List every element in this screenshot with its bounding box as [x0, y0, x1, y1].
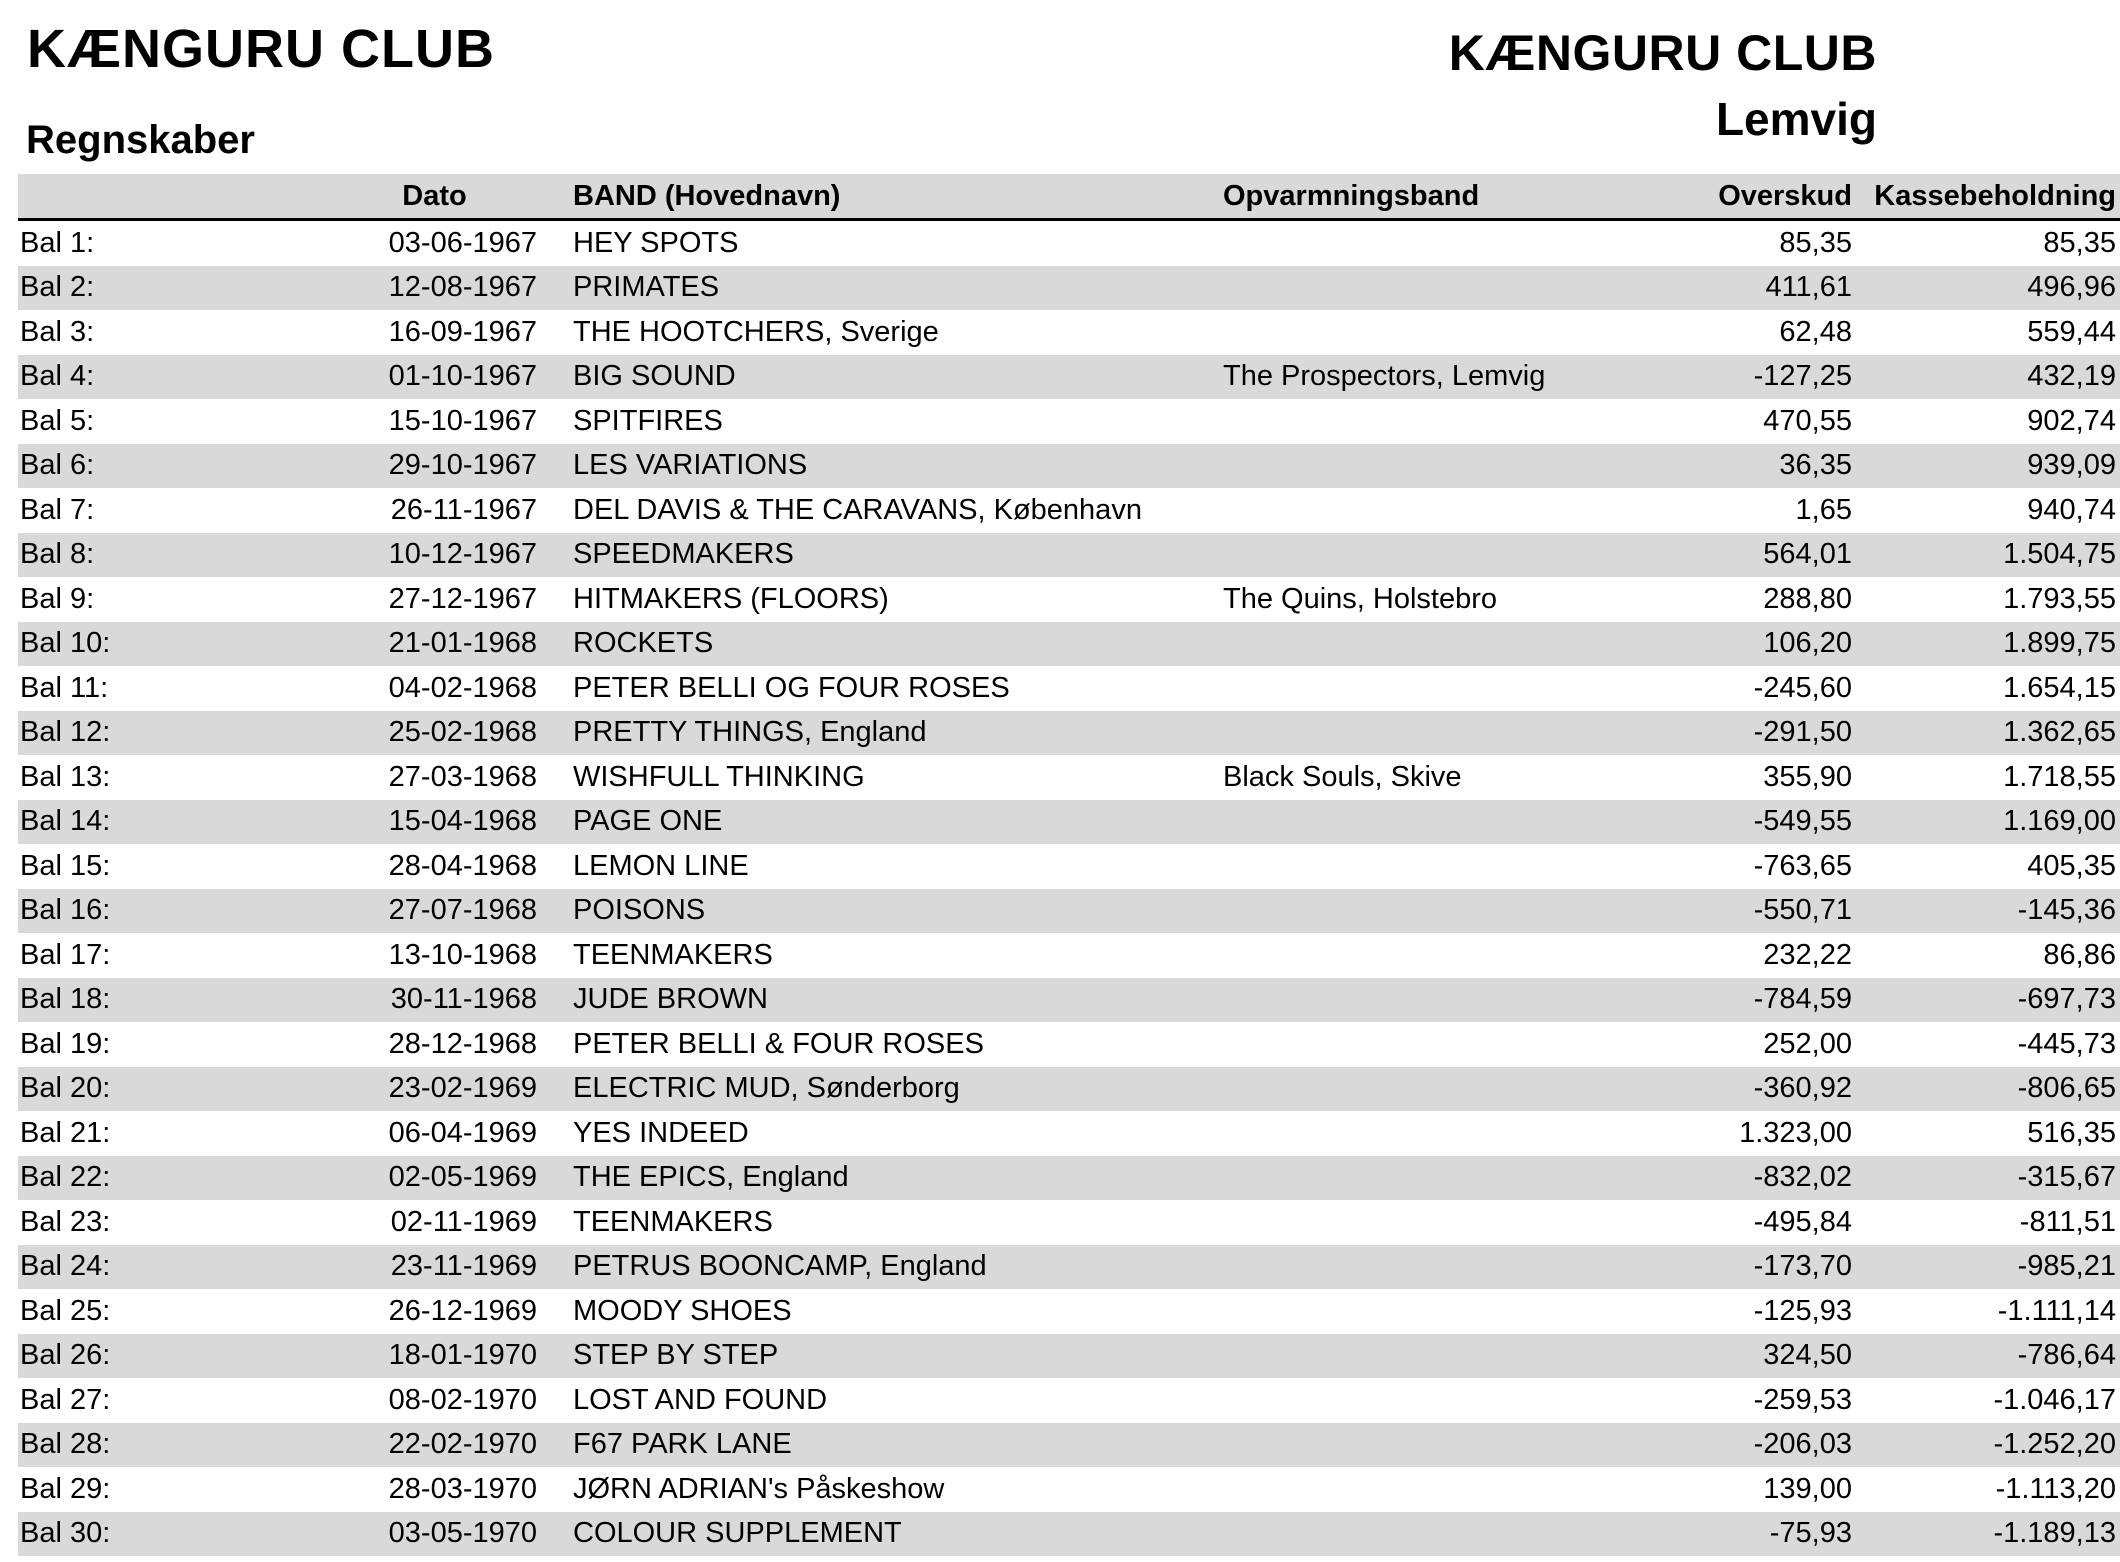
cell-opvarmningsband — [1203, 1022, 1645, 1067]
cell-bal: Bal 14: — [18, 800, 172, 845]
table-row — [18, 622, 2120, 667]
table-row — [18, 577, 2120, 622]
table-row — [18, 933, 2120, 978]
cell-overskud: -125,93 — [1753, 1294, 1852, 1327]
club-title-left: KÆNGURU CLUB — [27, 19, 495, 79]
cell-bal: Bal 5: — [20, 404, 95, 437]
cell-opvarmningsband — [1203, 444, 1645, 489]
table-row — [18, 1156, 2120, 1201]
cell-dato: 28-04-1968 — [388, 849, 537, 882]
cell-dato: 15-04-1968 — [172, 800, 553, 845]
cell-bal: Bal 17: — [20, 938, 111, 971]
cell-dato: 26-11-1967 — [390, 493, 537, 526]
table-row — [18, 220, 2120, 266]
cell-bal: Bal 25: — [20, 1294, 111, 1327]
cell-opvarmningsband — [1203, 711, 1645, 756]
cell-dato: 02-11-1969 — [390, 1205, 537, 1238]
cell-opvarmningsband — [1203, 1156, 1645, 1201]
cell-bal: Bal 12: — [18, 711, 172, 756]
cell-opvarmningsband — [1203, 1512, 1645, 1557]
accounts-table-header — [18, 174, 2120, 220]
cell-overskud: -549,55 — [1645, 800, 1854, 845]
cell-kassebeholdning: -445,73 — [2017, 1027, 2116, 1060]
cell-overskud: 139,00 — [1763, 1472, 1852, 1505]
cell-kassebeholdning: 1.504,75 — [1854, 533, 2120, 578]
cell-kassebeholdning: 1.718,55 — [2003, 760, 2116, 793]
cell-kassebeholdning: -811,51 — [2019, 1205, 2116, 1238]
table-row — [18, 755, 2120, 800]
cell-opvarmningsband — [1203, 1245, 1645, 1290]
cell-band: POISONS — [553, 889, 1203, 934]
cell-band: PRIMATES — [553, 266, 1203, 311]
accounts-table-body — [18, 220, 2120, 1557]
cell-bal: Bal 15: — [20, 849, 111, 882]
table-row — [18, 266, 2120, 311]
cell-overskud: 411,61 — [1645, 266, 1854, 311]
cell-dato: 15-10-1967 — [388, 404, 537, 437]
cell-band: BIG SOUND — [553, 355, 1203, 400]
cell-band: DEL DAVIS & THE CARAVANS, København — [573, 493, 1142, 526]
cell-band: F67 PARK LANE — [553, 1423, 1203, 1468]
cell-dato: 21-01-1968 — [172, 622, 553, 667]
cell-overskud: -259,53 — [1753, 1383, 1852, 1416]
table-row — [18, 1289, 2120, 1334]
cell-dato: 29-10-1967 — [172, 444, 553, 489]
cell-kassebeholdning: -1.111,14 — [1997, 1294, 2116, 1327]
cell-opvarmningsband: Black Souls, Skive — [1223, 760, 1462, 793]
cell-band: YES INDEED — [573, 1116, 749, 1149]
cell-dato: 30-11-1968 — [172, 978, 553, 1023]
cell-opvarmningsband — [1203, 844, 1645, 889]
cell-dato: 27-12-1967 — [388, 582, 537, 615]
cell-overskud: 62,48 — [1779, 315, 1852, 348]
table-row — [18, 1200, 2120, 1245]
cell-overskud: 252,00 — [1763, 1027, 1852, 1060]
table-row — [18, 488, 2120, 533]
cell-bal: Bal 18: — [18, 978, 172, 1023]
cell-opvarmningsband — [1203, 1378, 1645, 1423]
cell-kassebeholdning: 939,09 — [1854, 444, 2120, 489]
table-row — [18, 800, 2120, 845]
accounts-table — [18, 174, 2120, 1556]
cell-kassebeholdning: -786,64 — [1854, 1334, 2120, 1379]
cell-kassebeholdning: -1.046,17 — [1993, 1383, 2116, 1416]
table-row — [18, 1334, 2120, 1379]
table-row — [18, 1512, 2120, 1557]
cell-bal: Bal 30: — [18, 1512, 172, 1557]
cell-opvarmningsband — [1203, 889, 1645, 934]
table-row — [18, 399, 2120, 444]
cell-opvarmningsband — [1203, 266, 1645, 311]
club-title-right: KÆNGURU CLUB — [1448, 25, 1877, 81]
cell-band: HITMAKERS (FLOORS) — [573, 582, 889, 615]
cell-bal: Bal 29: — [20, 1472, 111, 1505]
cell-kassebeholdning: -1.189,13 — [1854, 1512, 2120, 1557]
page-subtitle: Regnskaber — [26, 118, 255, 162]
table-row — [18, 1245, 2120, 1290]
cell-opvarmningsband — [1203, 1467, 1645, 1512]
cell-opvarmningsband — [1203, 800, 1645, 845]
cell-bal: Bal 9: — [20, 582, 95, 615]
table-row — [18, 666, 2120, 711]
cell-dato: 27-07-1968 — [172, 889, 553, 934]
table-row — [18, 1022, 2120, 1067]
cell-overskud: -245,60 — [1753, 671, 1852, 704]
cell-opvarmningsband — [1203, 1423, 1645, 1468]
club-location: Lemvig — [1715, 93, 1877, 145]
cell-dato: 25-02-1968 — [172, 711, 553, 756]
cell-kassebeholdning: 559,44 — [2027, 315, 2116, 348]
cell-band: LEMON LINE — [573, 849, 749, 882]
table-row — [18, 711, 2120, 756]
cell-bal: Bal 7: — [20, 493, 95, 526]
cell-band: MOODY SHOES — [573, 1294, 792, 1327]
cell-overskud: 106,20 — [1645, 622, 1854, 667]
cell-opvarmningsband: The Quins, Holstebro — [1223, 582, 1498, 615]
cell-dato: 04-02-1968 — [388, 671, 537, 704]
cell-overskud: -832,02 — [1645, 1156, 1854, 1201]
cell-kassebeholdning: 86,86 — [2043, 938, 2116, 971]
cell-band: PETER BELLI & FOUR ROSES — [573, 1027, 984, 1060]
cell-overskud: -206,03 — [1645, 1423, 1854, 1468]
table-row — [18, 889, 2120, 934]
cell-band: PAGE ONE — [553, 800, 1203, 845]
table-row — [18, 310, 2120, 355]
cell-kassebeholdning: 1.654,15 — [2003, 671, 2116, 704]
cell-bal: Bal 28: — [18, 1423, 172, 1468]
cell-band: HEY SPOTS — [573, 226, 739, 259]
cell-opvarmningsband — [1203, 978, 1645, 1023]
cell-band: JUDE BROWN — [553, 978, 1203, 1023]
cell-band: TEENMAKERS — [573, 1205, 773, 1238]
cell-band: COLOUR SUPPLEMENT — [553, 1512, 1203, 1557]
cell-band: SPEEDMAKERS — [553, 533, 1203, 578]
cell-kassebeholdning: 405,35 — [2027, 849, 2116, 882]
cell-dato: 03-05-1970 — [172, 1512, 553, 1557]
cell-overskud: -291,50 — [1645, 711, 1854, 756]
cell-overskud: 85,35 — [1779, 226, 1852, 259]
cell-band: PETER BELLI OG FOUR ROSES — [573, 671, 1010, 704]
cell-band: JØRN ADRIAN's Påskeshow — [573, 1472, 945, 1505]
cell-dato: 13-10-1968 — [388, 938, 537, 971]
cell-band: ROCKETS — [553, 622, 1203, 667]
cell-bal: Bal 10: — [18, 622, 172, 667]
cell-kassebeholdning: 1.793,55 — [2003, 582, 2116, 615]
cell-opvarmningsband — [1203, 1334, 1645, 1379]
cell-opvarmningsband — [1203, 933, 1645, 978]
cell-overskud: 1.323,00 — [1739, 1116, 1852, 1149]
table-row — [18, 844, 2120, 889]
cell-dato: 18-01-1970 — [172, 1334, 553, 1379]
cell-opvarmningsband — [1203, 220, 1645, 266]
table-row — [18, 978, 2120, 1023]
cell-band: PETRUS BOONCAMP, England — [553, 1245, 1203, 1290]
cell-overskud: 288,80 — [1763, 582, 1852, 615]
cell-dato: 26-12-1969 — [388, 1294, 537, 1327]
cell-overskud: -75,93 — [1645, 1512, 1854, 1557]
cell-overskud: 1,65 — [1795, 493, 1852, 526]
cell-band: STEP BY STEP — [553, 1334, 1203, 1379]
cell-overskud: 355,90 — [1763, 760, 1852, 793]
cell-kassebeholdning: 1.899,75 — [1854, 622, 2120, 667]
cell-opvarmningsband: The Prospectors, Lemvig — [1203, 355, 1645, 400]
column-header-opvarmningsband: Opvarmningsband — [1203, 174, 1645, 220]
cell-kassebeholdning: -806,65 — [1854, 1067, 2120, 1112]
cell-bal: Bal 11: — [20, 671, 109, 704]
cell-kassebeholdning: -985,21 — [1854, 1245, 2120, 1290]
cell-overskud: 36,35 — [1645, 444, 1854, 489]
cell-bal: Bal 23: — [20, 1205, 111, 1238]
cell-dato: 03-06-1967 — [388, 226, 537, 259]
cell-kassebeholdning: 432,19 — [1854, 355, 2120, 400]
header-row — [18, 174, 2120, 220]
cell-kassebeholdning: 940,74 — [2027, 493, 2116, 526]
cell-bal: Bal 21: — [20, 1116, 111, 1149]
cell-dato: 10-12-1967 — [172, 533, 553, 578]
cell-bal: Bal 20: — [18, 1067, 172, 1112]
cell-bal: Bal 6: — [18, 444, 172, 489]
column-header-overskud: Overskud — [1645, 174, 1854, 220]
cell-kassebeholdning: 496,96 — [1854, 266, 2120, 311]
cell-overskud: 470,55 — [1763, 404, 1852, 437]
cell-dato: 01-10-1967 — [172, 355, 553, 400]
cell-dato: 16-09-1967 — [388, 315, 537, 348]
cell-opvarmningsband — [1203, 310, 1645, 355]
table-row — [18, 533, 2120, 578]
cell-opvarmningsband — [1203, 399, 1645, 444]
cell-kassebeholdning: -145,36 — [1854, 889, 2120, 934]
cell-opvarmningsband — [1203, 488, 1645, 533]
cell-dato: 27-03-1968 — [388, 760, 537, 793]
cell-opvarmningsband — [1203, 1200, 1645, 1245]
cell-dato: 06-04-1969 — [388, 1116, 537, 1149]
cell-opvarmningsband — [1203, 622, 1645, 667]
cell-bal: Bal 8: — [18, 533, 172, 578]
table-row — [18, 1111, 2120, 1156]
cell-bal: Bal 4: — [18, 355, 172, 400]
cell-bal: Bal 24: — [18, 1245, 172, 1290]
cell-overskud: -784,59 — [1645, 978, 1854, 1023]
cell-opvarmningsband — [1203, 1067, 1645, 1112]
cell-band: ELECTRIC MUD, Sønderborg — [553, 1067, 1203, 1112]
cell-kassebeholdning: -1.113,20 — [1995, 1472, 2116, 1505]
cell-bal: Bal 26: — [18, 1334, 172, 1379]
cell-overskud: -495,84 — [1753, 1205, 1852, 1238]
cell-overskud: 324,50 — [1645, 1334, 1854, 1379]
table-row — [18, 1067, 2120, 1112]
column-header-band: BAND (Hovednavn) — [553, 174, 1203, 220]
cell-kassebeholdning: 85,35 — [2043, 226, 2116, 259]
cell-opvarmningsband — [1203, 666, 1645, 711]
cell-dato: 02-05-1969 — [172, 1156, 553, 1201]
cell-bal: Bal 1: — [20, 226, 95, 259]
cell-bal: Bal 27: — [20, 1383, 111, 1416]
cell-bal: Bal 13: — [20, 760, 111, 793]
cell-bal: Bal 22: — [18, 1156, 172, 1201]
cell-dato: 12-08-1967 — [172, 266, 553, 311]
cell-bal: Bal 19: — [20, 1027, 111, 1060]
cell-dato: 28-03-1970 — [388, 1472, 537, 1505]
cell-bal: Bal 3: — [20, 315, 95, 348]
column-header-dato: Dato — [172, 174, 553, 220]
cell-kassebeholdning: 902,74 — [2027, 404, 2116, 437]
cell-opvarmningsband — [1203, 1289, 1645, 1334]
cell-opvarmningsband — [1203, 533, 1645, 578]
cell-overskud: -550,71 — [1645, 889, 1854, 934]
cell-band: LOST AND FOUND — [573, 1383, 828, 1416]
cell-dato: 23-02-1969 — [172, 1067, 553, 1112]
cell-dato: 23-11-1969 — [172, 1245, 553, 1290]
cell-bal: Bal 2: — [18, 266, 172, 311]
cell-kassebeholdning: 516,35 — [2027, 1116, 2116, 1149]
table-row — [18, 444, 2120, 489]
cell-kassebeholdning: -315,67 — [1854, 1156, 2120, 1201]
cell-band: LES VARIATIONS — [553, 444, 1203, 489]
table-row — [18, 1378, 2120, 1423]
column-header-bal — [18, 174, 172, 220]
cell-overskud: -127,25 — [1645, 355, 1854, 400]
cell-band: THE EPICS, England — [553, 1156, 1203, 1201]
table-row — [18, 355, 2120, 400]
cell-band: SPITFIRES — [573, 404, 723, 437]
cell-overskud: 564,01 — [1645, 533, 1854, 578]
cell-opvarmningsband — [1203, 1111, 1645, 1156]
cell-overskud: -173,70 — [1645, 1245, 1854, 1290]
cell-dato: 08-02-1970 — [388, 1383, 537, 1416]
cell-overskud: -763,65 — [1753, 849, 1852, 882]
cell-overskud: 232,22 — [1763, 938, 1852, 971]
table-row — [18, 1423, 2120, 1468]
column-header-kassebeholdning: Kassebeholdning — [1854, 174, 2120, 220]
cell-bal: Bal 16: — [18, 889, 172, 934]
cell-kassebeholdning: 1.362,65 — [1854, 711, 2120, 756]
cell-band: THE HOOTCHERS, Sverige — [573, 315, 939, 348]
cell-kassebeholdning: 1.169,00 — [1854, 800, 2120, 845]
cell-band: WISHFULL THINKING — [573, 760, 865, 793]
cell-overskud: -360,92 — [1645, 1067, 1854, 1112]
cell-kassebeholdning: -1.252,20 — [1854, 1423, 2120, 1468]
cell-band: PRETTY THINGS, England — [553, 711, 1203, 756]
cell-dato: 28-12-1968 — [388, 1027, 537, 1060]
cell-kassebeholdning: -697,73 — [1854, 978, 2120, 1023]
cell-band: TEENMAKERS — [573, 938, 773, 971]
table-row — [18, 1467, 2120, 1512]
cell-dato: 22-02-1970 — [172, 1423, 553, 1468]
